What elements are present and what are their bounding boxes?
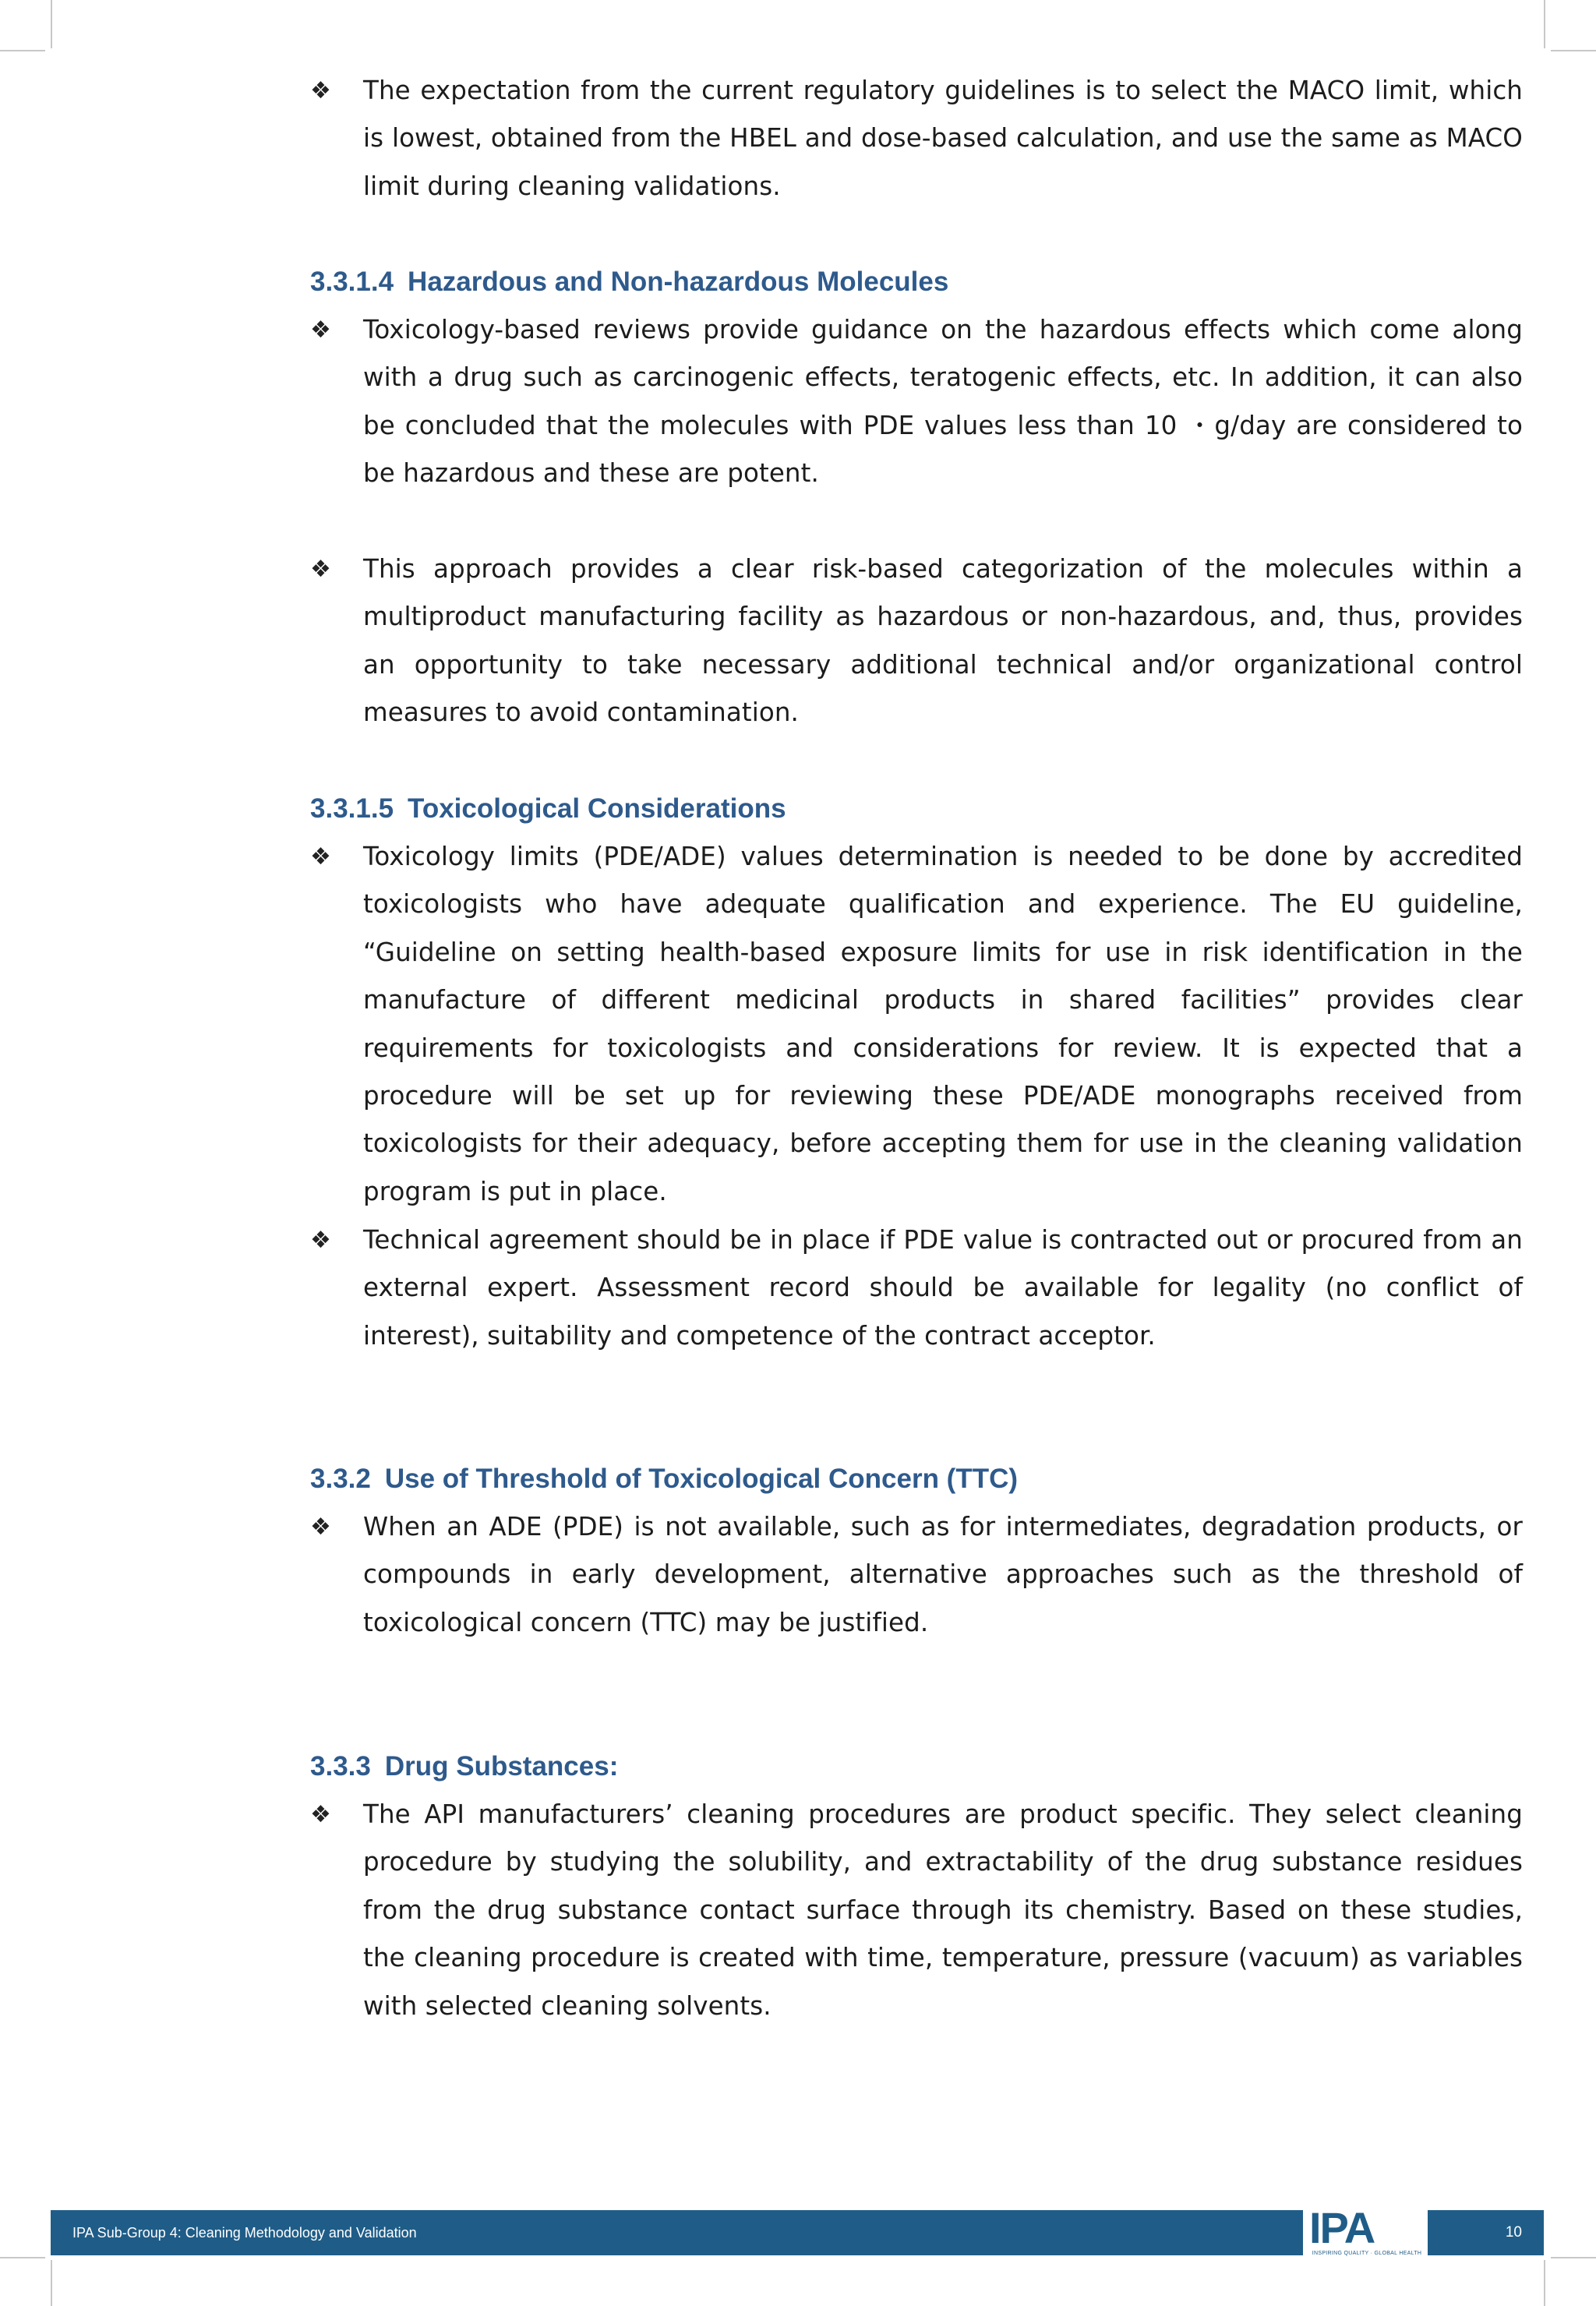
bullet-icon: ❖ — [310, 1513, 331, 1541]
section-heading-3315 — [310, 785, 786, 832]
crop-mark-bottom-left-h — [0, 2257, 45, 2258]
logo-wordmark: IPA — [1309, 2203, 1375, 2252]
section-heading-332 — [310, 1455, 1018, 1503]
section-number: 3.3.1.4 — [310, 267, 394, 297]
page-number: 10 — [1505, 2224, 1522, 2241]
bullet-icon: ❖ — [310, 1801, 331, 1828]
toxicological-paragraph-2: Technical agreement should be in place if PDE value is contracted out or procured from an external expert. Assessment record should be available for legality (no conflict of interest), suitability and competence of the contract acceptor. — [363, 1225, 1523, 1351]
section-title: Hazardous and Non-hazardous Molecules — [408, 267, 949, 297]
crop-mark-top-right-v — [1544, 0, 1545, 48]
section-heading-3314 — [310, 258, 948, 305]
section-title: Use of Threshold of Toxicological Concern (TTC) — [384, 1464, 1019, 1494]
crop-mark-bottom-right-h — [1551, 2257, 1596, 2258]
ipa-logo — [1303, 2205, 1428, 2261]
section-number: 3.3.2 — [310, 1464, 371, 1494]
toxicological-paragraph-1: Toxicology limits (PDE/ADE) values determination is needed to be done by accredited toxicologists who have adequate qualification and experience. The EU guideline, “Guideline on setting health-based exposure limits for use in risk identification in the manufacture of different medicinal products in shared facilities” provides clear requirements for toxicologists and considerations for review. It is expected that a procedure will be set up for reviewing these PDE/ADE monographs received from toxicologists for their adequacy, before accepting them for use in the cleaning validation program is put in place. — [363, 842, 1523, 1206]
crop-mark-top-right-h — [1551, 50, 1596, 51]
hazardous-paragraph-1: Toxicology-based reviews provide guidance on the hazardous effects which come along with a drug such as carcinogenic effects, teratogenic effects, etc. In addition, it can also be concluded that the molecules with PDE values less than 10 ・g/day are considered to be hazardous and these are potent. — [363, 315, 1523, 489]
footer-document-title: IPA Sub-Group 4: Cleaning Methodology and Validation — [72, 2225, 417, 2241]
bullet-icon: ❖ — [310, 77, 331, 104]
section-number: 3.3.3 — [310, 1751, 371, 1782]
section-heading-333 — [310, 1743, 618, 1790]
drug-substances-paragraph: The API manufacturers’ cleaning procedures are product specific. They select cleaning procedure by studying the solubility, and extractability of the drug substance residues from the drug substance contact surface through its chemistry. Based on these studies, the cleaning procedure is created with time, temperature, pressure (vacuum) as variables with selected cleaning solvents. — [363, 1799, 1523, 2021]
crop-mark-top-left-v — [51, 0, 52, 48]
crop-mark-bottom-right-v — [1544, 2260, 1545, 2306]
bullet-icon: ❖ — [310, 556, 331, 583]
ttc-paragraph: When an ADE (PDE) is not available, such as for intermediates, degradation products, or compounds in early development, alternative approaches such as the threshold of toxicological concern (TTC) may be justified. — [363, 1512, 1523, 1637]
bullet-icon: ❖ — [310, 843, 331, 870]
section-title: Drug Substances: — [384, 1751, 619, 1782]
bullet-icon: ❖ — [310, 316, 331, 344]
intro-paragraph: The expectation from the current regulatory guidelines is to select the MACO limit, which is lowest, obtained from the HBEL and dose-based calculation, and use the same as MACO limit during cleaning validations. — [363, 76, 1523, 201]
crop-mark-top-left-h — [0, 50, 45, 51]
hazardous-paragraph-2: This approach provides a clear risk-based categorization of the molecules within a multiproduct manufacturing facility as hazardous or non-hazardous, and, thus, provides an opportunity to take necessary additional technical and/or organizational control measures to avoid contamination. — [363, 554, 1523, 728]
bullet-icon: ❖ — [310, 1227, 331, 1254]
section-title: Toxicological Considerations — [408, 793, 786, 824]
section-number: 3.3.1.5 — [310, 793, 394, 824]
logo-tagline: INSPIRING QUALITY · GLOBAL HEALTH — [1312, 2251, 1422, 2256]
crop-mark-bottom-left-v — [51, 2260, 52, 2306]
